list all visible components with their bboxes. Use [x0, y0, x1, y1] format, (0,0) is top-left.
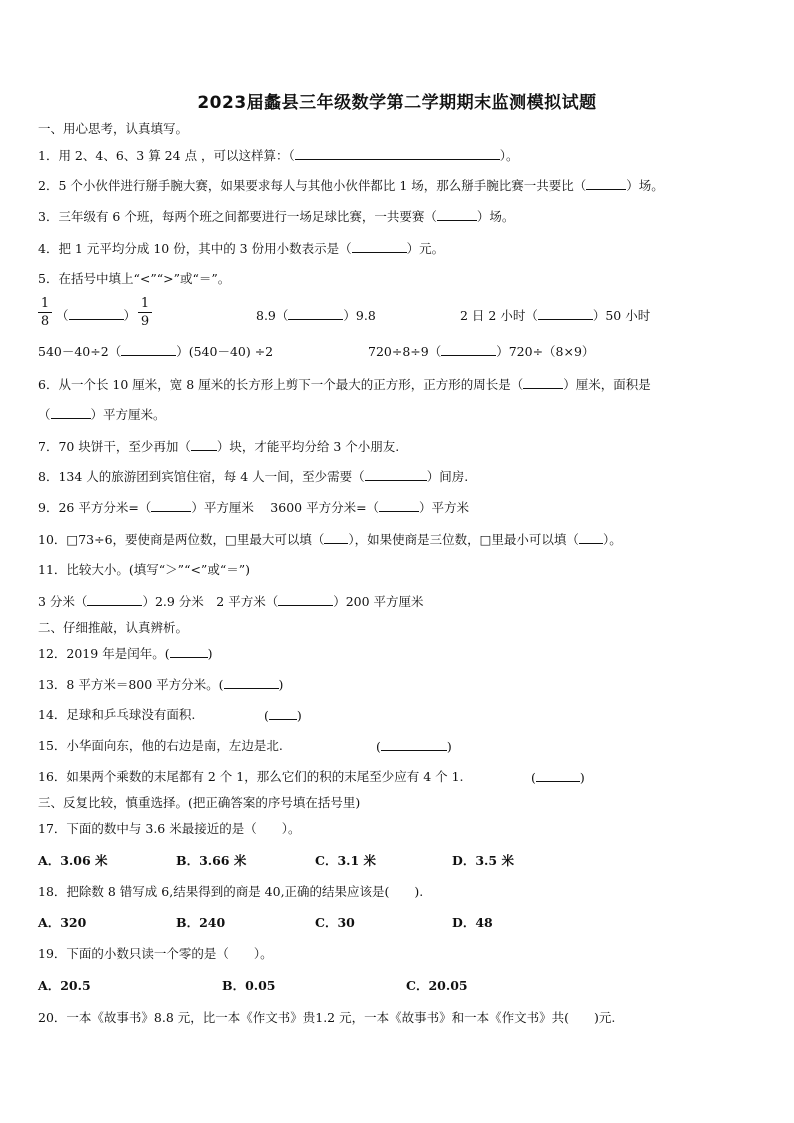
fraction-one-eighth: $\frac{1}{8}$: [38, 296, 52, 329]
question-13: 13．8 平方米＝800 平方分米。( ): [38, 677, 284, 692]
answer-blank: [579, 531, 603, 544]
question-10: 10．□73÷6，要使商是两位数，□里最大可以填（ ），如果使商是三位数，□里最小可以填（ ）。: [38, 532, 622, 547]
answer-blank: [381, 738, 447, 751]
answer-blank: [269, 707, 297, 720]
question-6-line-2: （ ）平方厘米。: [38, 407, 166, 422]
answer-blank: [69, 307, 124, 320]
answer-blank: [324, 531, 348, 544]
question-12: 12．2019 年是闰年。( ): [38, 646, 213, 661]
option-18-a: A．320: [38, 915, 87, 930]
question-3: 3．三年级有 6 个班，每两个班之间都要进行一场足球比赛，一共要赛（ ）场。: [38, 209, 515, 224]
answer-blank: [538, 307, 593, 320]
question-6-line-1: 6．从一个长 10 厘米，宽 8 厘米的长方形上剪下一个最大的正方形，正方形的周长是（ ）厘米，面积是: [38, 377, 651, 392]
question-2: 2．5 个小伙伴进行掰手腕大赛，如果要求每人与其他小伙伴都比 1 场，那么掰手腕比赛一共要比（ ）场。: [38, 178, 664, 193]
option-19-b: B．0.05: [222, 978, 276, 993]
section-1-heading: 一、用心思考，认真填写。: [38, 121, 189, 136]
answer-blank: [352, 240, 407, 253]
question-15-answer: ( ): [376, 739, 452, 754]
answer-blank: [121, 343, 176, 356]
answer-blank: [379, 499, 419, 512]
answer-blank: [191, 438, 217, 451]
answer-blank: [151, 499, 191, 512]
answer-blank: [441, 343, 496, 356]
option-18-c: C．30: [315, 915, 355, 930]
answer-blank: [586, 177, 626, 190]
option-19-c: C．20.05: [406, 978, 468, 993]
question-18: 18．把除数 8 错写成 6,结果得到的商是 40,正确的结果应该是( ).: [38, 884, 424, 899]
compare-540-expr: 540－40÷2（ ）(540－40) ÷2: [38, 344, 274, 359]
question-5: 5．在括号中填上“<”“>”或“＝”。: [38, 271, 231, 286]
option-17-b: B．3.66 米: [176, 853, 247, 868]
question-16-answer: ( ): [531, 770, 585, 785]
answer-blank: [288, 307, 343, 320]
answer-blank: [170, 645, 208, 658]
option-18-b: B．240: [176, 915, 226, 930]
option-17-c: C．3.1 米: [315, 853, 377, 868]
section-3-heading: 三、反复比较，慎重选择。(把正确答案的序号填在括号里): [38, 795, 361, 810]
option-19-a: A．20.5: [38, 978, 91, 993]
compare-8-9-vs-9-8: 8.9（ ）9.8: [256, 308, 376, 323]
fraction-one-ninth: $\frac{1}{9}$: [138, 296, 152, 329]
compare-blank-1: （ ）: [56, 308, 137, 323]
question-11-row: 3 分米（ ）2.9 分米 2 平方米（ ）200 平方厘米: [38, 594, 424, 609]
answer-blank: [523, 376, 563, 389]
question-17: 17．下面的数中与 3.6 米最接近的是（ ）。: [38, 821, 301, 836]
question-7: 7．70 块饼干，至少再加（ ）块，才能平均分给 3 个小朋友.: [38, 439, 400, 454]
compare-720-expr: 720÷8÷9（ ）720÷（8×9）: [368, 344, 595, 359]
question-15: 15．小华面向东，他的右边是南，左边是北.: [38, 738, 283, 753]
section-2-heading: 二、仔细推敲，认真辨析。: [38, 620, 189, 635]
question-8: 8．134 人的旅游团到宾馆住宿，每 4 人一间，至少需要（ ）间房.: [38, 469, 469, 484]
option-17-a: A．3.06 米: [38, 853, 108, 868]
question-16: 16．如果两个乘数的末尾都有 2 个 1，那么它们的积的末尾至少应有 4 个 1.: [38, 769, 464, 784]
option-17-d: D．3.5 米: [452, 853, 514, 868]
answer-blank: [224, 676, 279, 689]
question-9: 9．26 平方分米=（ ）平方厘米 3600 平方分米=（ ）平方米: [38, 500, 470, 515]
answer-blank: [365, 468, 427, 481]
question-14: 14．足球和乒乓球没有面积.: [38, 707, 196, 722]
question-11: 11．比较大小。(填写“＞”“<”或“＝”): [38, 562, 250, 577]
question-19: 19．下面的小数只读一个零的是（ ）。: [38, 946, 273, 961]
answer-blank: [295, 147, 500, 160]
answer-blank: [536, 769, 580, 782]
compare-days-hours: 2 日 2 小时（ ）50 小时: [460, 308, 651, 323]
answer-blank: [51, 406, 91, 419]
question-20: 20．一本《故事书》8.8 元，比一本《作文书》贵1.2 元，一本《故事书》和一本《作文书》共( )元.: [38, 1010, 616, 1025]
answer-blank: [278, 593, 333, 606]
question-1: 1．用 2、4、6、3 算 24 点 ，可以这样算：（ ）。: [38, 148, 519, 163]
question-14-answer: ( ): [264, 708, 302, 723]
answer-blank: [87, 593, 142, 606]
answer-blank: [437, 208, 477, 221]
page-title: 2023届蠡县三年级数学第二学期期末监测模拟试题: [197, 93, 597, 113]
question-4: 4．把 1 元平均分成 10 份，其中的 3 份用小数表示是（ ）元。: [38, 241, 445, 256]
option-18-d: D．48: [452, 915, 493, 930]
